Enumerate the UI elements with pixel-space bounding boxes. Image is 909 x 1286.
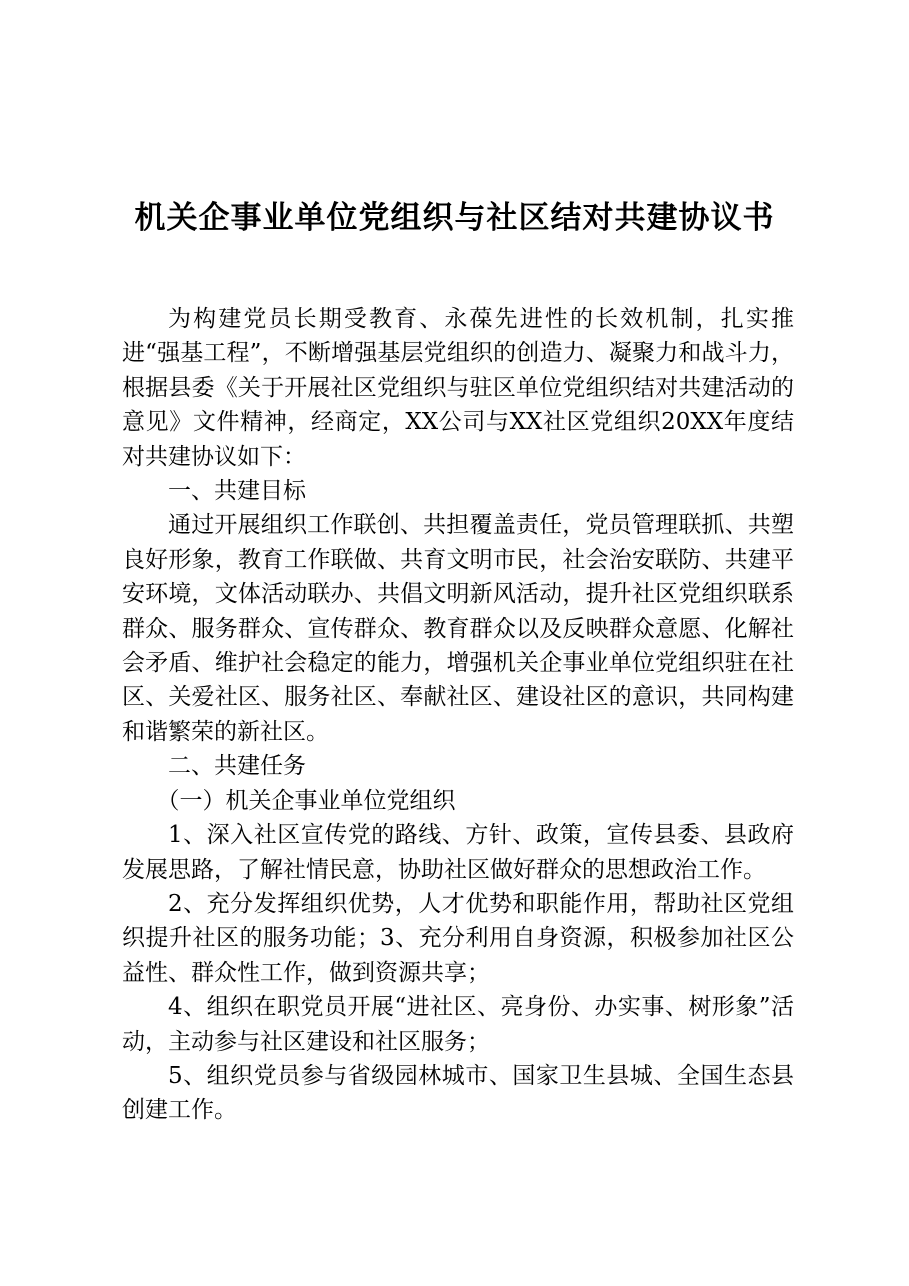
task-item-5: 5、组织党员参与省级园林城市、国家卫生县城、全国生态县创建工作。 [122, 1062, 794, 1124]
goals-paragraph: 通过开展组织工作联创、共担覆盖责任，党员管理联抓、共塑良好形象，教育工作联做、共育文明市民，社会治安联防、共建平安环境，文体活动联办、共倡文明新风活动，提升社区党组织联系群众、服务群众、宣传群众、教育群众以及反映群众意愿、化解社会矛盾、维护社会稳定的能力，增强机关企事业单位党组织驻在社区、关爱社区、服务社区、奉献社区、建设社区的意识，共同构建和谐繁荣的新社区。 [122, 512, 794, 745]
task-item-1: 1、深入社区宣传党的路线、方针、政策，宣传县委、县政府发展思路，了解社情民意，协助社区做好群众的思想政治工作。 [122, 822, 794, 883]
document-title: 机关企事业单位党组织与社区结对共建协议书 [134, 200, 775, 236]
task-item-2-3: 2、充分发挥组织优势，人才优势和职能作用，帮助社区党组织提升社区的服务功能；3、充分利用自身资源，积极参加社区公益性、群众性工作，做到资源共享； [122, 890, 794, 986]
task-item-4: 4、组织在职党员开展“进社区、亮身份、办实事、树形象”活动，主动参与社区建设和社区服务； [122, 994, 794, 1055]
section-heading-goals: 一、共建目标 [168, 478, 306, 505]
section-heading-tasks: 二、共建任务 [168, 753, 306, 780]
subsection-heading-party-orgs: （一）机关企事业单位党组织 [156, 787, 456, 814]
document-body [122, 302, 794, 1128]
intro-paragraph: 为构建党员长期受教育、永葆先进性的长效机制，扎实推进“强基工程”，不断增强基层党组织的创造力、凝聚力和战斗力，根据县委《关于开展社区党组织与驻区单位党组织结对共建活动的意见》文件精神，经商定，XX公司与XX社区党组织20XX年度结对共建协议如下： [122, 306, 794, 470]
